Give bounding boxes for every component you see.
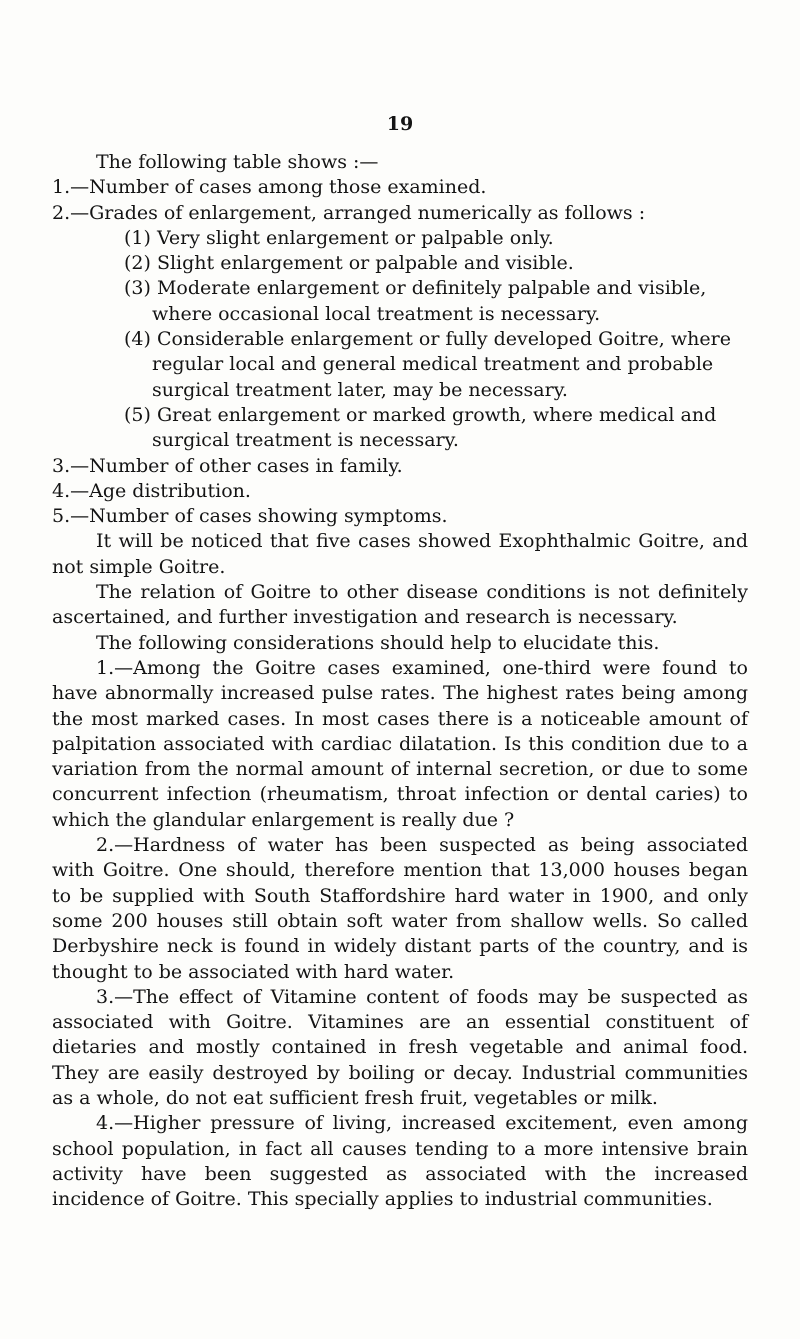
paragraph: The relation of Goitre to other disease conditions is not definitely ascertained, and further investigation and research is necessary. [52,581,748,629]
list-item: 3.—Number of other cases in family. [52,454,403,477]
grade-item: (4) Considerable enlargement or fully developed Goitre, where regular local and general medical treatment and probable surgical treatment later, may be necessary. [124,328,731,401]
intro-line: The following table shows :— [96,151,379,173]
paragraph: 3.—The effect of Vitamine content of foods may be suspected as associated with Goitre. Vitamines are an essential constituent of dietaries and mostly contained in fresh vegetable and animal food. They are easily destroyed by boiling or decay. Industrial communities as a whole, do not eat sufficient fresh fruit, vegetables or milk. [52,985,748,1109]
list-item: 1.—Number of cases among those examined. [52,176,487,199]
document-body [52,150,748,1212]
list-item: 4.—Age distribution. [52,479,251,502]
paragraph: 1.—Among the Goitre cases examined, one-third were found to have abnormally increased pulse rates. The highest rates being among the most marked cases. In most cases there is a noticeable amount of palpitation associated with cardiac dilatation. Is this condition due to a variation from the normal amount of internal secretion, or due to some concurrent infection (rheumatism, throat infection or dental caries) to which the glandular enlargement is really due ? [52,656,748,831]
grade-item: (1) Very slight enlargement or palpable only. [124,226,554,249]
grade-item: (2) Slight enlargement or palpable and visible. [124,252,574,275]
paragraph: It will be noticed that five cases showed Exophthalmic Goitre, and not simple Goitre. [52,530,748,578]
paragraph: 2.—Hardness of water has been suspected as being associated with Goitre. One should, therefore mention that 13,000 houses began to be supplied with South Staffordshire hard water in 1900, and only some 200 houses still obtain soft water from shallow wells. So called Derbyshire neck is found in widely distant parts of the country, and is thought to be associated with hard water. [52,834,748,983]
list-item: 5.—Number of cases showing symptoms. [52,505,448,528]
grade-item: (3) Moderate enlargement or definitely palpable and visible, where occasional local treatment is necessary. [124,277,707,325]
grade-item: (5) Great enlargement or marked growth, where medical and surgical treatment is necessary. [124,403,717,452]
paragraph: The following considerations should help to elucidate this. [96,631,660,654]
page-number: 19 [386,113,414,135]
list-item: 2.—Grades of enlargement, arranged numerically as follows : [52,201,646,224]
paragraph: 4.—Higher pressure of living, increased excitement, even among school population, in fact all causes tending to a more intensive brain activity have been suggested as associated with the increased incidence of Goitre. This specially applies to industrial communities. [52,1112,748,1211]
